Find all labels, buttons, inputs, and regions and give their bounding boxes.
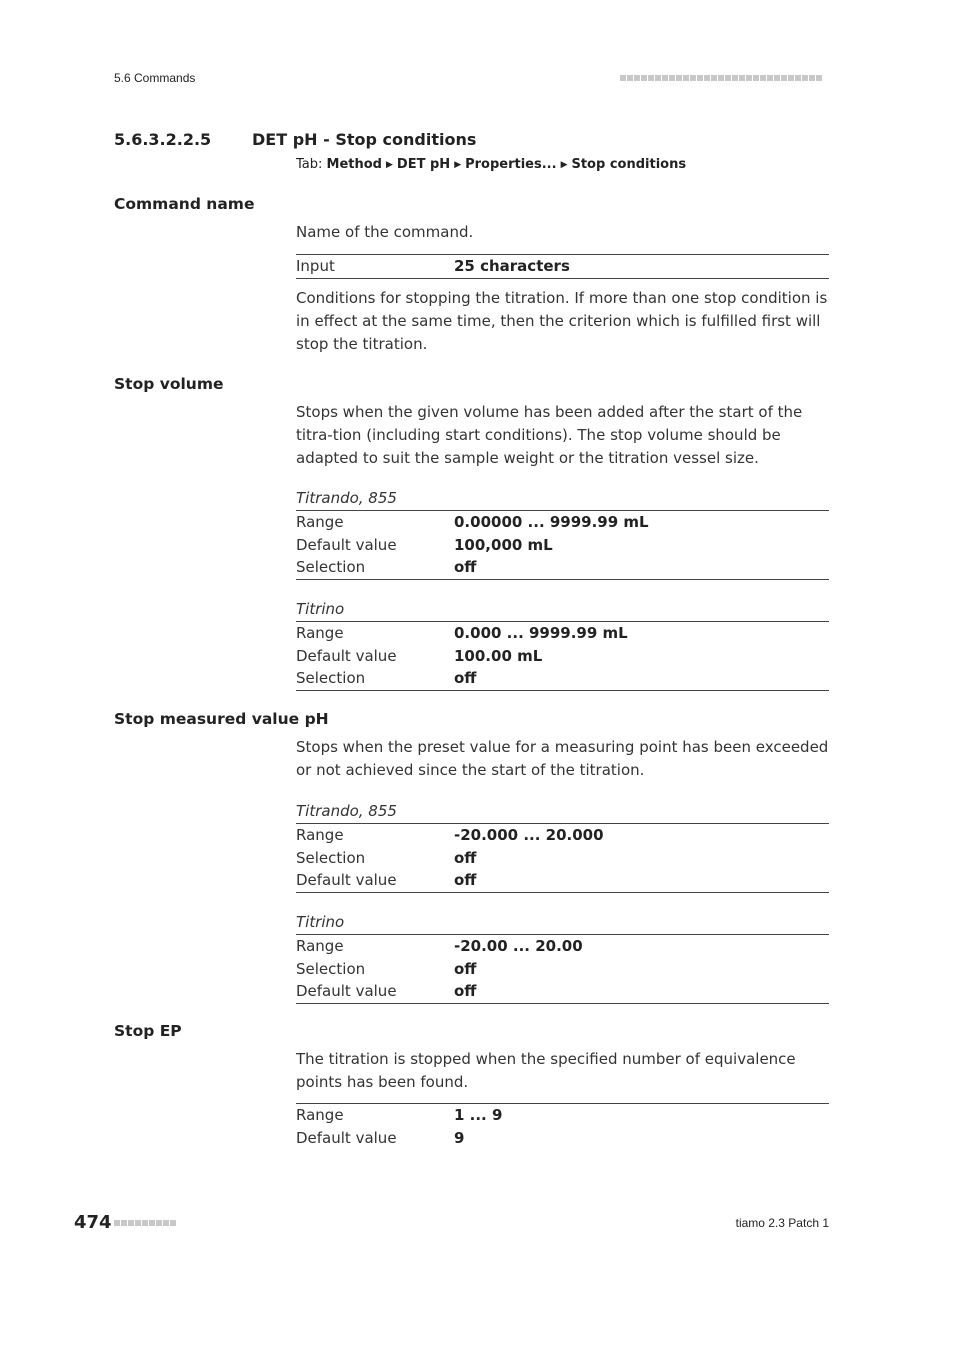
table-row — [296, 667, 829, 690]
table-row — [296, 824, 829, 847]
triangle-right-icon: ▶ — [560, 160, 568, 170]
stop-ep-table — [296, 1103, 829, 1149]
section-number: 5.6.3.2.2.5 — [114, 130, 212, 149]
stop-measured-description: Stops when the preset value for a measuring point has been exceeded or not achieved since the start of the titration. — [296, 738, 829, 779]
row-value: 100.00 mL — [454, 646, 543, 665]
footer-decoration-dots — [114, 1220, 176, 1226]
row-value: off — [454, 558, 477, 577]
running-header-section: 5.6 Commands — [114, 71, 196, 85]
row-value: 25 characters — [454, 257, 570, 275]
row-key: Selection — [296, 959, 366, 978]
tab-path-prefix: Tab: — [296, 157, 323, 172]
row-key: Selection — [296, 558, 366, 577]
tab-path-item: Stop conditions — [571, 157, 687, 172]
table-caption: Titrando, 855 — [296, 489, 397, 507]
command-name-description: Name of the command. — [296, 223, 474, 241]
section-title: DET pH - Stop conditions — [252, 130, 477, 149]
table-row — [296, 645, 829, 668]
stop-conditions-description: Conditions for stopping the titration. If more than one stop condition is in effect at the same time, then the criterion which is fulfilled first will stop the titration. — [296, 289, 828, 353]
stop-volume-titrando-table — [296, 487, 829, 580]
row-value: 9 — [454, 1128, 465, 1147]
heading-stop-ep: Stop EP — [114, 1022, 182, 1040]
heading-command-name: Command name — [114, 195, 255, 213]
row-value: off — [454, 959, 477, 978]
tab-path-item: Properties... — [465, 157, 557, 172]
row-key: Range — [296, 826, 344, 844]
row-value: -20.000 ... 20.000 — [454, 826, 604, 844]
page-number: 474 — [74, 1212, 112, 1233]
table-row — [296, 622, 829, 645]
table-row — [296, 847, 829, 870]
table-row — [296, 556, 829, 579]
row-key: Selection — [296, 848, 366, 867]
row-key: Default value — [296, 982, 397, 1001]
header-decoration-dots — [620, 75, 822, 81]
row-value: 0.00000 ... 9999.99 mL — [454, 513, 649, 531]
row-key: Default value — [296, 1128, 397, 1147]
row-value: off — [454, 871, 477, 890]
table-caption: Titrino — [296, 600, 345, 618]
heading-stop-measured-value: Stop measured value pH — [114, 710, 329, 728]
table-row — [296, 980, 829, 1003]
row-key: Range — [296, 513, 344, 531]
tab-path-item: DET pH — [396, 157, 451, 172]
row-value: -20.00 ... 20.00 — [454, 937, 583, 955]
row-key: Default value — [296, 871, 397, 890]
table-row — [296, 958, 829, 981]
table-caption: Titrando, 855 — [296, 802, 397, 820]
footer-product: tiamo 2.3 Patch 1 — [735, 1216, 829, 1230]
stop-volume-description: Stops when the given volume has been added after the start of the titra-tion (including start conditions). The stop volume should be adapted to suit the sample weight or the titration vessel size. — [296, 403, 803, 467]
table-row — [296, 255, 829, 278]
row-value: off — [454, 982, 477, 1001]
table-caption: Titrino — [296, 913, 345, 931]
row-key: Input — [296, 257, 335, 275]
stop-ep-description: The titration is stopped when the specified number of equivalence points has been found. — [296, 1050, 796, 1091]
row-key: Default value — [296, 646, 397, 665]
tab-path — [296, 157, 686, 172]
triangle-right-icon: ▶ — [454, 160, 462, 170]
table-row — [296, 511, 829, 534]
stop-measured-titrino-table — [296, 911, 829, 1004]
stop-measured-titrando-table — [296, 800, 829, 893]
heading-stop-volume: Stop volume — [114, 375, 224, 393]
table-row — [296, 1127, 829, 1150]
row-value: 100,000 mL — [454, 535, 553, 554]
row-key: Range — [296, 1106, 344, 1124]
table-row — [296, 869, 829, 892]
row-value: off — [454, 848, 477, 867]
row-value: off — [454, 669, 477, 688]
row-key: Range — [296, 937, 344, 955]
command-name-table — [296, 254, 829, 279]
triangle-right-icon: ▶ — [386, 160, 393, 170]
table-row — [296, 534, 829, 557]
table-row — [296, 1104, 829, 1127]
row-key: Range — [296, 624, 344, 642]
tab-path-item: Method — [326, 157, 382, 172]
stop-volume-titrino-table — [296, 598, 829, 691]
table-row — [296, 935, 829, 958]
row-key: Selection — [296, 669, 366, 688]
row-key: Default value — [296, 535, 397, 554]
row-value: 0.000 ... 9999.99 mL — [454, 624, 628, 642]
row-value: 1 ... 9 — [454, 1106, 503, 1124]
